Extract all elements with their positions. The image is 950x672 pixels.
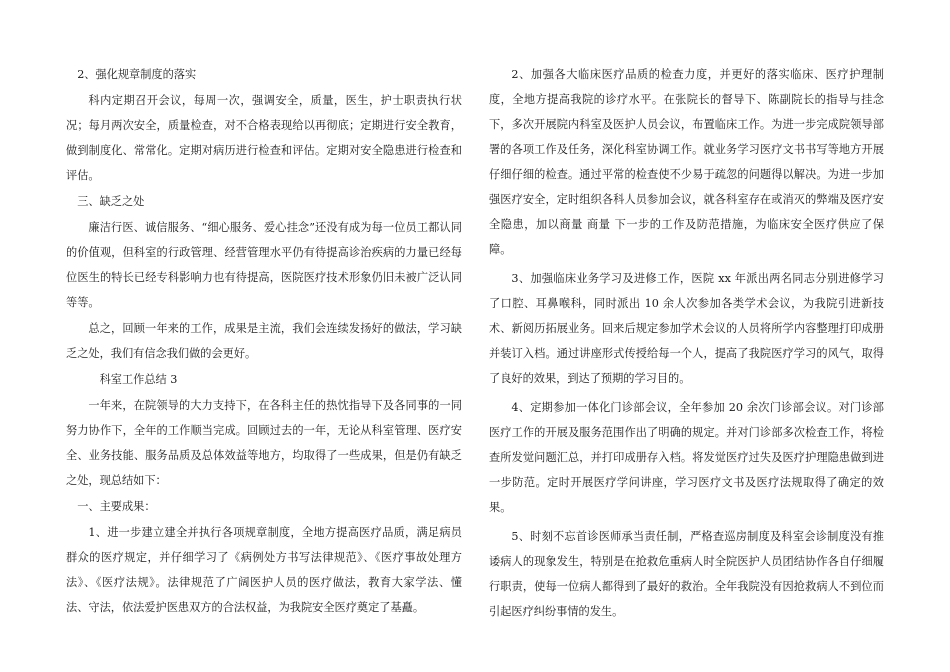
- document-subtitle: 科室工作总结 3: [99, 373, 178, 386]
- paragraph-achievement-4: 4、定期参加一体化门诊部会议，全年参加 20 余次门诊部会议。对门诊部医疗工作的开展及服务范围作出了明确的规定。并对门诊部多次检查工作，将检查所发觉问题汇总，并打印成册存入档。将发觉医疗过失及医疗护理隐患做到进一步防范。定时开展医疗学问讲座，学习医疗文书及医疗法规取得了确定的效果。: [489, 401, 884, 514]
- section-heading-achievements: 一、主要成果：: [77, 500, 156, 513]
- paragraph-achievement-1: 1、进一步建立建全并执行各项规章制度，全地方提高医疗品质，满足病员群众的医疗规定，并仔细学习了《病例处方书写法律规范》、《医疗事故处理方法》、《医疗法规》。法律规范了广阔医护人员的医疗做法，教育大家学法、懂法、守法，依法爱护医患双方的合法权益，为我院安全医疗奠定了基矗。: [66, 526, 462, 614]
- paragraph-achievement-2: 2、加强各大临床医疗品质的检查力度，并更好的落实临床、医疗护理制度，全地方提高我院的诊疗水平。在张院长的督导下、陈副院长的指导与挂念下，多次开展院内科室及医护人员会议，布置临床工作。为进一步完成院领导部署的各项工作及任务，深化科室协调工作。就业务学习医疗文书书写等地方开展仔细仔细的检查。通过平常的检查使不少易于疏忽的问题得以解决。为进一步加强医疗安全，定时组织各科人员参加会议，就各科室存在或消灭的弊端及医疗安全隐患，加以商量 商量 下一步的工作及防范措施，为临床安全医疗供应了保障。: [489, 68, 884, 256]
- paragraph-achievement-5: 5、时刻不忘首诊医师承当责任制，严格查巡房制度及科室会诊制度没有推诿病人的现象发生，特别是在抢救危重病人时全院医护人员团结协作各自仔细履行职责，使每一位病人都得到了最好的救治。全年我院没有因抢救病人不到位而引起医疗纠纷事情的发生。: [489, 530, 884, 618]
- paragraph-introduction: 一年来，在院领导的大力支持下，在各科主任的热忱指导下及各同事的一同努力协作下，全年的工作顺当完成。回顾过去的一年，无论从科室管理、医疗安全、业务技能、服务品质及总体效益等地方，均取得了一些成果，但是仍有缺乏之处，现总结如下：: [66, 399, 462, 487]
- paragraph-achievement-3: 3、加强临床业务学习及进修工作，医院 xx 年派出两名同志分别进修学习了口腔、耳鼻喉科，同时派出 10 余人次参加各类学术会议，为我院引进新技术、新阅历拓展业务。回来后规定参加学术会议的人员将所学内容整理打印成册并装订入档。通过讲座形式传授给每一个人，提高了我院医疗学习的风气，取得了良好的效果，到达了预期的学习目的。: [489, 272, 884, 385]
- right-column: [489, 62, 884, 628]
- paragraph-shortcomings: 廉洁行医、诚信服务、“细心服务、爱心挂念”还没有成为每一位员工都认同的价值观，但科室的行政管理、经营管理水平仍有待提高诊治疾病的力量已经每位医生的特长已经专科影响力也有待提高，医院医疗技术形象仍旧未被广泛认同等等。: [66, 221, 462, 309]
- section-heading-shortcomings: 三、缺乏之处: [77, 195, 145, 208]
- left-column: [66, 62, 462, 621]
- paragraph-conclusion: 总之，回顾一年来的工作，成果是主流，我们会连续发扬好的做法，学习缺乏之处，我们有信念我们做的会更好。: [66, 322, 462, 360]
- paragraph-meetings: 科内定期召开会议，每周一次，强调安全，质量，医生，护士职责执行状况；每月两次安全，质量检查，对不合格表现给以再彻底；定期进行安全教育，做到制度化、常常化。定期对病历进行检查和评估。定期对安全隐患进行检查和评估。: [66, 94, 462, 182]
- section-heading-regulations: 2、强化规章制度的落实: [77, 68, 197, 81]
